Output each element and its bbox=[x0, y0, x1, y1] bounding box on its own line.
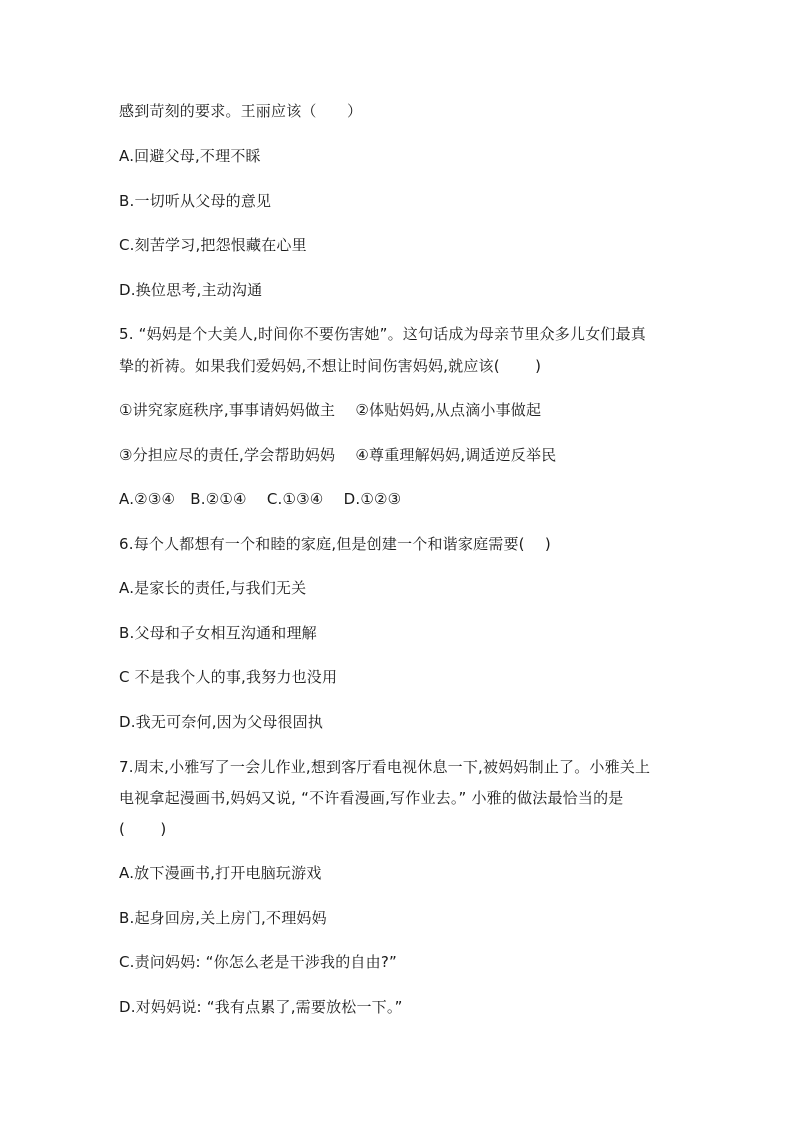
question-7-option-c: C.责问妈妈: “你怎么老是干涉我的自由?” bbox=[119, 953, 397, 971]
question-6-option-c: C 不是我个人的事,我努力也没用 bbox=[119, 668, 338, 686]
question-6-option-b: B.父母和子女相互沟通和理解 bbox=[119, 624, 317, 642]
question-4-option-b: B.一切听从父母的意见 bbox=[119, 192, 272, 210]
question-4-option-a: A.回避父母,不理不睬 bbox=[119, 147, 261, 165]
question-4-option-c: C.刻苦学习,把怨恨藏在心里 bbox=[119, 236, 307, 254]
question-7-option-d: D.对妈妈说: “我有点累了,需要放松一下。” bbox=[119, 998, 403, 1016]
question-5-choices-row-1: ①讲究家庭秩序,事事请妈妈做主 ②体贴妈妈,从点滴小事做起 bbox=[119, 401, 542, 419]
question-5-stem-line-2: 挚的祈祷。如果我们爱妈妈,不想让时间伤害妈妈,就应该( ) bbox=[119, 357, 542, 375]
question-7-answer-blank: ( ) bbox=[119, 820, 167, 838]
question-5-options: A.②③④ B.②①④ C.①③④ D.①②③ bbox=[119, 490, 402, 508]
question-6-option-d: D.我无可奈何,因为父母很固执 bbox=[119, 713, 324, 731]
question-6-option-a: A.是家长的责任,与我们无关 bbox=[119, 579, 307, 597]
question-5-choices-row-2: ③分担应尽的责任,学会帮助妈妈 ④尊重理解妈妈,调适逆反举民 bbox=[119, 446, 557, 464]
question-4-option-d: D.换位思考,主动沟通 bbox=[119, 281, 263, 299]
question-7-option-a: A.放下漫画书,打开电脑玩游戏 bbox=[119, 864, 322, 882]
question-4-stem-continued: 感到苛刻的要求。王丽应该（ ） bbox=[119, 102, 363, 120]
question-7-option-b: B.起身回房,关上房门,不理妈妈 bbox=[119, 909, 327, 927]
question-7-stem-line-1: 7.周末,小雅写了一会儿作业,想到客厅看电视休息一下,被妈妈制止了。小雅关上 bbox=[119, 758, 651, 776]
question-6-stem: 6.每个人都想有一个和睦的家庭,但是创建一个和谐家庭需要( ) bbox=[119, 535, 551, 553]
question-5-stem-line-1: 5. “妈妈是个大美人,时间你不要伤害她”。这句话成为母亲节里众多儿女们最真 bbox=[119, 325, 646, 343]
question-7-stem-line-2: 电视拿起漫画书,妈妈又说, “不许看漫画,写作业去。” 小雅的做法最恰当的是 bbox=[119, 789, 624, 807]
